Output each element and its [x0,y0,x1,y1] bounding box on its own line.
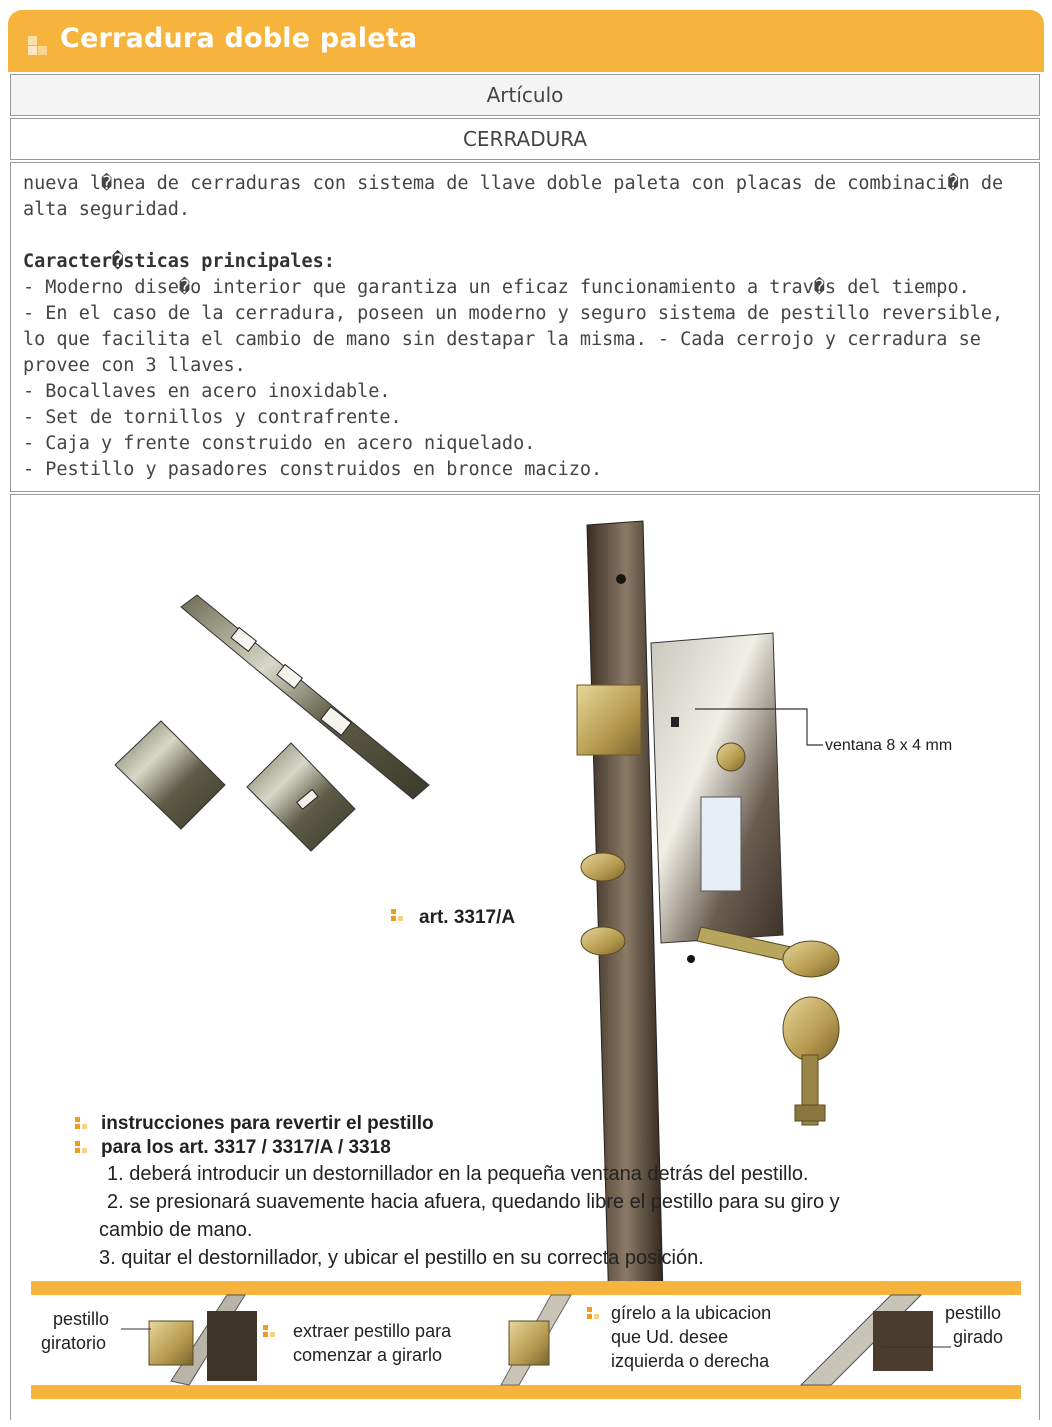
feature-item: - En el caso de la cerradura, poseen un moderno y seguro sistema de pestillo reversible, lo que facilita el cambio de mano sin destapar la misma. - Cada cerrojo y cerradura se provee con 3 llaves. [23,303,1004,376]
description-intro: nueva l�nea de cerraduras con sistema de llave doble paleta con placas de combinaci�n de alta seguridad. [23,173,1004,220]
panel-header [8,10,1044,72]
instruction-step: 3. quitar el destornillador, y ubicar el pestillo en su correcta posición. [99,1247,704,1269]
instructions-subtitle: para los art. 3317 / 3317/A / 3318 [101,1137,391,1158]
product-image-area [10,494,1040,1420]
bullet-icon [587,1307,601,1321]
strip-label-2a: extraer pestillo para [293,1321,452,1341]
strip-label-3a: gírelo a la ubicacion [611,1303,772,1323]
bullet-icon [263,1325,277,1339]
strip-label-3c: izquierda o derecha [611,1351,770,1371]
strip-label-4b: girado [953,1327,1004,1347]
instruction-step: 1. deberá introducir un destornillador en la pequeña ventana detrás del pestillo. [107,1163,809,1185]
strip-label-2b: comenzar a girarlo [293,1345,443,1365]
product-panel [8,10,1044,1420]
article-label: art. 3317/A [419,907,516,928]
feature-item: - Set de tornillos y contrafrente. [23,407,402,428]
strip-label-3b: que Ud. desee [611,1327,729,1347]
page-title: Cerradura doble paleta [60,23,418,54]
strike-plate [115,595,429,851]
feature-item: - Pestillo y pasadores construidos en bronce macizo. [23,459,603,480]
instruction-step: cambio de mano. [99,1219,253,1241]
strip-label-1a: pestillo [53,1309,110,1329]
features-title: Caracter�sticas principales: [23,251,335,272]
feature-item: - Caja y frente construido en acero niquelado. [23,433,536,454]
feature-item: - Bocallaves en acero inoxidable. [23,381,391,402]
keys [697,927,839,1125]
article-name-cell: CERRADURA [10,118,1040,160]
strip-label-1b: giratorio [41,1333,107,1353]
header-logo-icon [28,36,37,45]
bullet-icon [75,1141,89,1155]
product-description [10,162,1040,492]
bullet-icon [391,909,405,923]
strip-label-4a: pestillo [945,1303,1002,1323]
window-label: ventana 8 x 4 mm [825,737,953,754]
feature-item: - Moderno dise�o interior que garantiza un eficaz funcionamiento a trav�s del tiempo. [23,277,970,298]
strip-photos [31,1281,1021,1399]
article-header-cell: Artículo [10,74,1040,116]
instruction-step: 2. se presionará suavemente hacia afuera, quedando libre el pestillo para su giro y [107,1191,840,1213]
bullet-icon [75,1117,89,1131]
instructions-title: instrucciones para revertir el pestillo [101,1113,434,1134]
instruction-strip [31,1281,1021,1399]
